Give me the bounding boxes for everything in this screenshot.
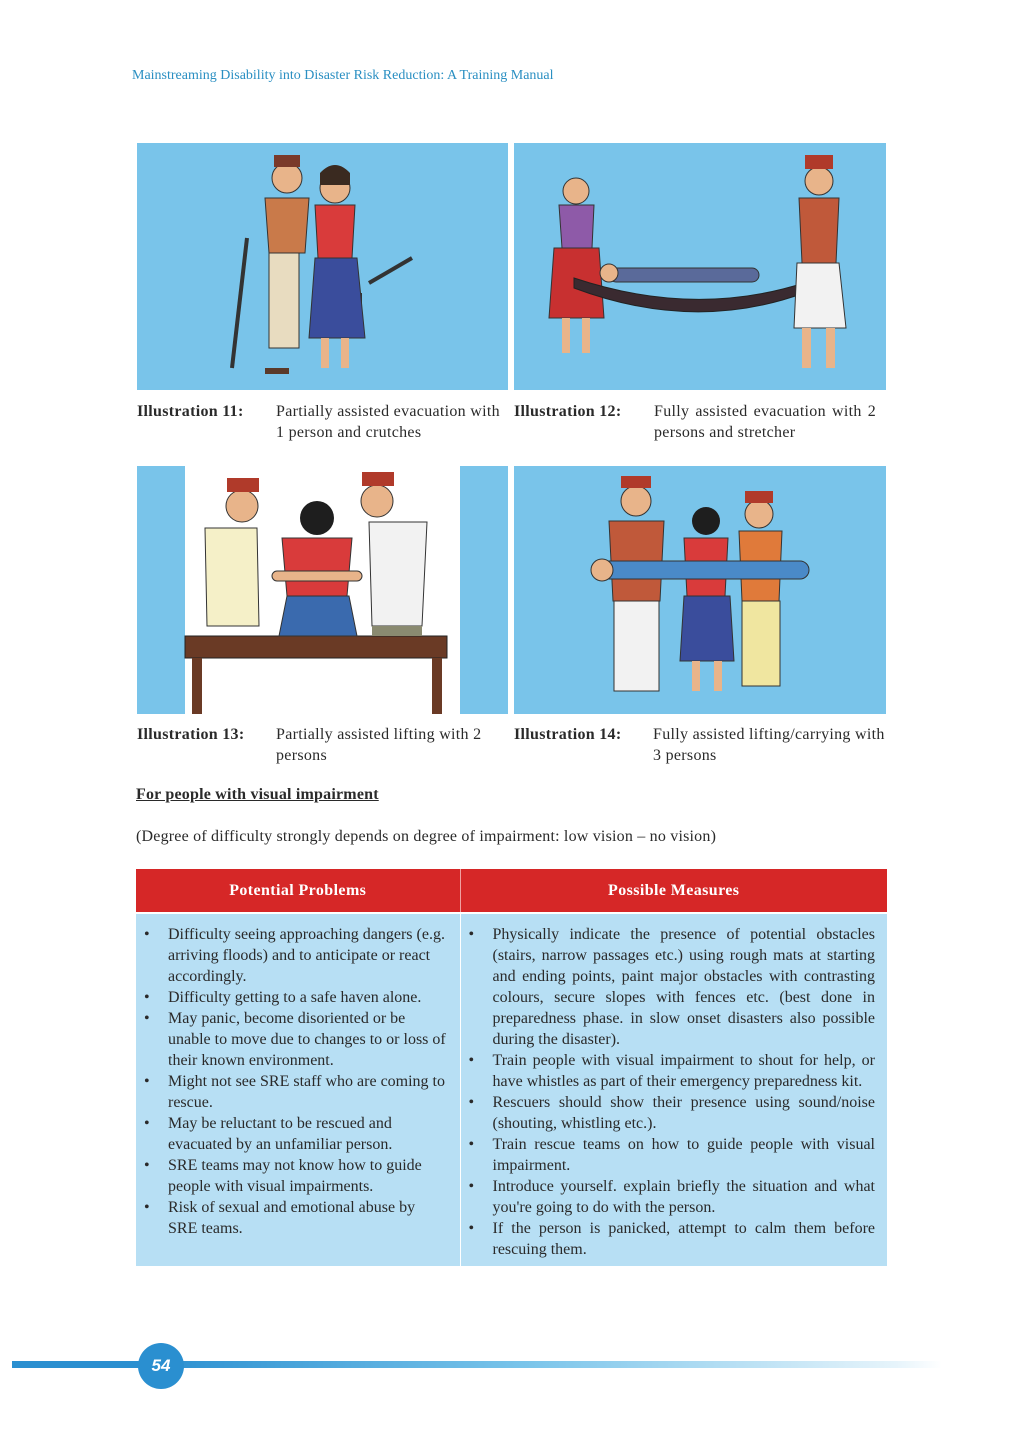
list-item: • SRE teams may not know how to guide people with visual impairments. (142, 1155, 448, 1197)
page-number: 54 (138, 1343, 184, 1389)
measures-list (467, 924, 876, 1260)
list-item: • Risk of sexual and emotional abuse by SRE teams. (142, 1197, 448, 1239)
list-item: • Might not see SRE staff who are coming to rescue. (142, 1071, 448, 1113)
illustration-caption-text: Partially assisted lifting with 2 persons (276, 726, 482, 764)
list-item: • May panic, become disoriented or be unable to move due to changes to or loss of their known environment. (142, 1008, 448, 1071)
illustration-13-image (137, 466, 508, 714)
illustration-label: Illustration 12: (514, 403, 622, 420)
three-person-carry-drawing (514, 466, 886, 714)
problems-list (142, 924, 448, 1239)
illustration-caption-text: Fully assisted lifting/carrying with 3 persons (653, 726, 885, 764)
measures-cell (460, 913, 887, 1266)
section-heading: For people with visual impairment (136, 786, 379, 803)
assisted-lifting-drawing (137, 466, 508, 714)
illustration-label: Illustration 11: (137, 403, 244, 420)
running-header: Mainstreaming Disability into Disaster Risk Reduction: A Training Manual (132, 68, 554, 83)
table-header-row (136, 869, 887, 913)
crutches-evacuation-drawing (137, 143, 508, 390)
table-row (136, 913, 887, 1266)
problems-cell (136, 913, 460, 1266)
list-item: • Difficulty seeing approaching dangers (e.g. arriving floods) and to anticipate or react accordingly. (142, 924, 448, 987)
section-intro: (Degree of difficulty strongly depends on degree of impairment: low vision – no vision) (136, 828, 717, 845)
list-item: • Introduce yourself. explain briefly the situation and what you're going to do with the person. (467, 1176, 876, 1218)
illustration-label: Illustration 13: (137, 726, 245, 743)
illustration-11-image (137, 143, 508, 390)
list-item: • Difficulty getting to a safe haven alone. (142, 987, 448, 1008)
illustration-14-image (514, 466, 886, 714)
list-item: • May be reluctant to be rescued and evacuated by an unfamiliar person. (142, 1113, 448, 1155)
list-item: • Train people with visual impairment to shout for help, or have whistles as part of their emergency preparedness kit. (467, 1050, 876, 1092)
header-potential-problems: Potential Problems (136, 869, 460, 913)
illustration-caption-text: Fully assisted evacuation with 2 persons and stretcher (654, 403, 876, 441)
list-item: • If the person is panicked, attempt to calm them before rescuing them. (467, 1218, 876, 1260)
illustration-12-image (514, 143, 886, 390)
header-possible-measures: Possible Measures (460, 869, 887, 913)
illustration-label: Illustration 14: (514, 726, 622, 743)
list-item: • Train rescue teams on how to guide people with visual impairment. (467, 1134, 876, 1176)
list-item: • Physically indicate the presence of potential obstacles (stairs, narrow passages etc.) using rough mats at starting and ending points, paint major obstacles with contrasting colours, secure slopes with fences etc. (best done in preparedness phase. in slow onset disasters also possible during the disaster). (467, 924, 876, 1050)
problems-measures-table (136, 869, 887, 1266)
list-item: • Rescuers should show their presence using sound/noise (shouting, whistling etc.). (467, 1092, 876, 1134)
illustration-caption-text: Partially assisted evacuation with 1 person and crutches (276, 403, 500, 441)
stretcher-evacuation-drawing (514, 143, 886, 390)
